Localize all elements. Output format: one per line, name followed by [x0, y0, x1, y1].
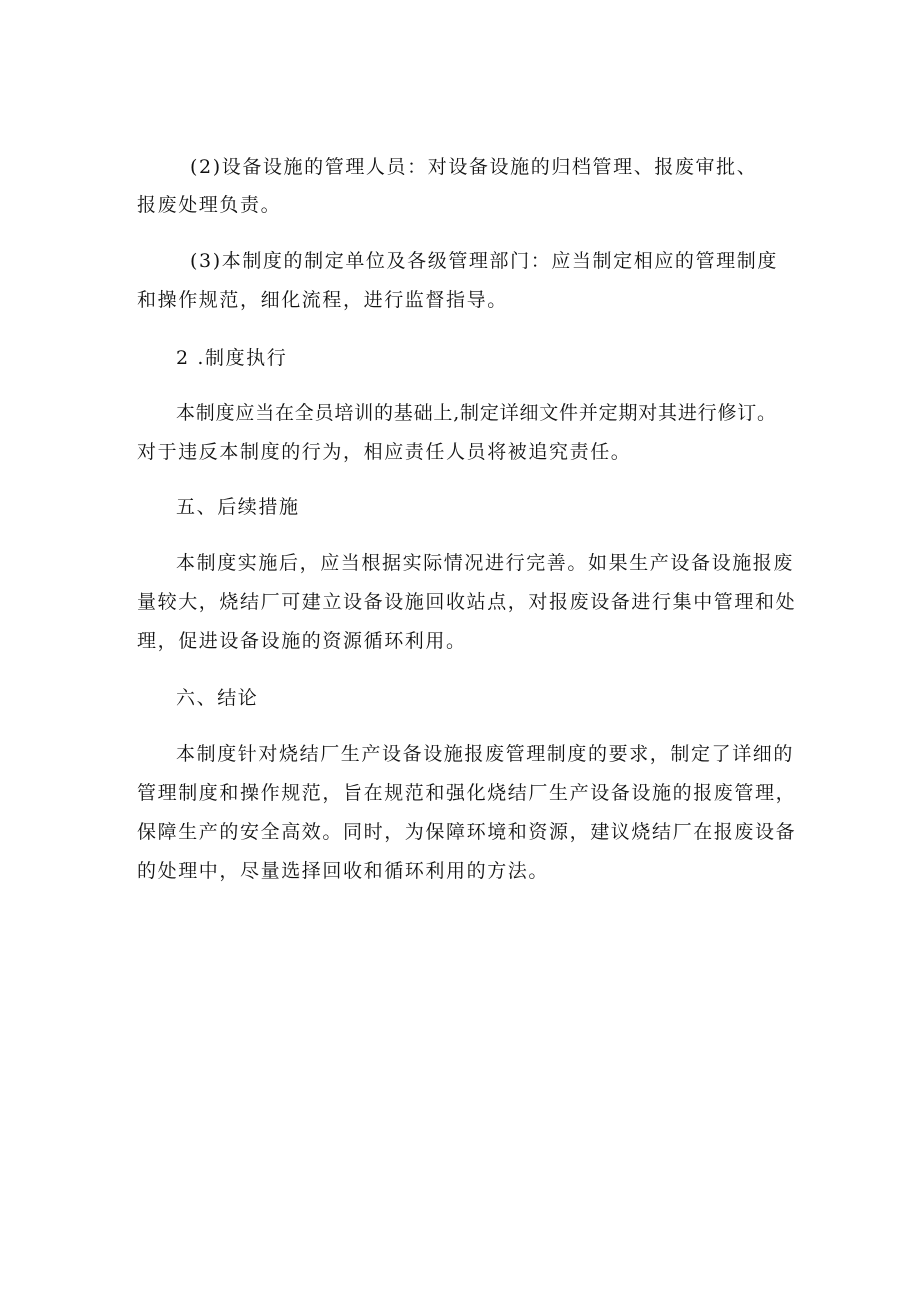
paragraph-conclusion-line-2: 管理制度和操作规范，旨在规范和强化烧结厂生产设备设施的报废管理，: [137, 782, 797, 804]
section-heading-followup: 五、后续措施: [176, 496, 300, 518]
paragraph-followup-line-2: 量较大，烧结厂可建立设备设施回收站点，对报废设备进行集中管理和处: [137, 591, 797, 613]
paragraph-execution-line-2: 对于违反本制度的行为，相应责任人员将被追究责任。: [137, 441, 632, 463]
paragraph-followup-line-3: 理，促进设备设施的资源循环利用。: [137, 630, 467, 652]
paragraph-execution-line-1: 本制度应当在全员培训的基础上,制定详细文件并定期对其进行修订。: [176, 402, 777, 424]
paragraph-conclusion-line-4: 的处理中，尽量选择回收和循环利用的方法。: [137, 860, 550, 882]
paragraph-conclusion-line-1: 本制度针对烧结厂生产设备设施报废管理制度的要求，制定了详细的: [176, 743, 795, 765]
section-heading-execution: 2 .制度执行: [176, 347, 288, 369]
paragraph-followup-line-1: 本制度实施后，应当根据实际情况进行完善。如果生产设备设施报废: [176, 552, 795, 574]
paragraph-item-3-line-2: 和操作规范，细化流程，进行监督指导。: [137, 289, 508, 311]
paragraph-item-2-line-2: 报废处理负责。: [137, 194, 282, 216]
paragraph-item-3-line-1: (3)本制度的制定单位及各级管理部门：应当制定相应的管理制度: [190, 250, 778, 272]
paragraph-item-2-line-1: (2)设备设施的管理人员：对设备设施的归档管理、报废审批、: [190, 156, 758, 178]
section-heading-conclusion: 六、结论: [176, 687, 259, 709]
paragraph-conclusion-line-3: 保障生产的安全高效。同时，为保障环境和资源，建议烧结厂在报废设备: [137, 821, 797, 843]
